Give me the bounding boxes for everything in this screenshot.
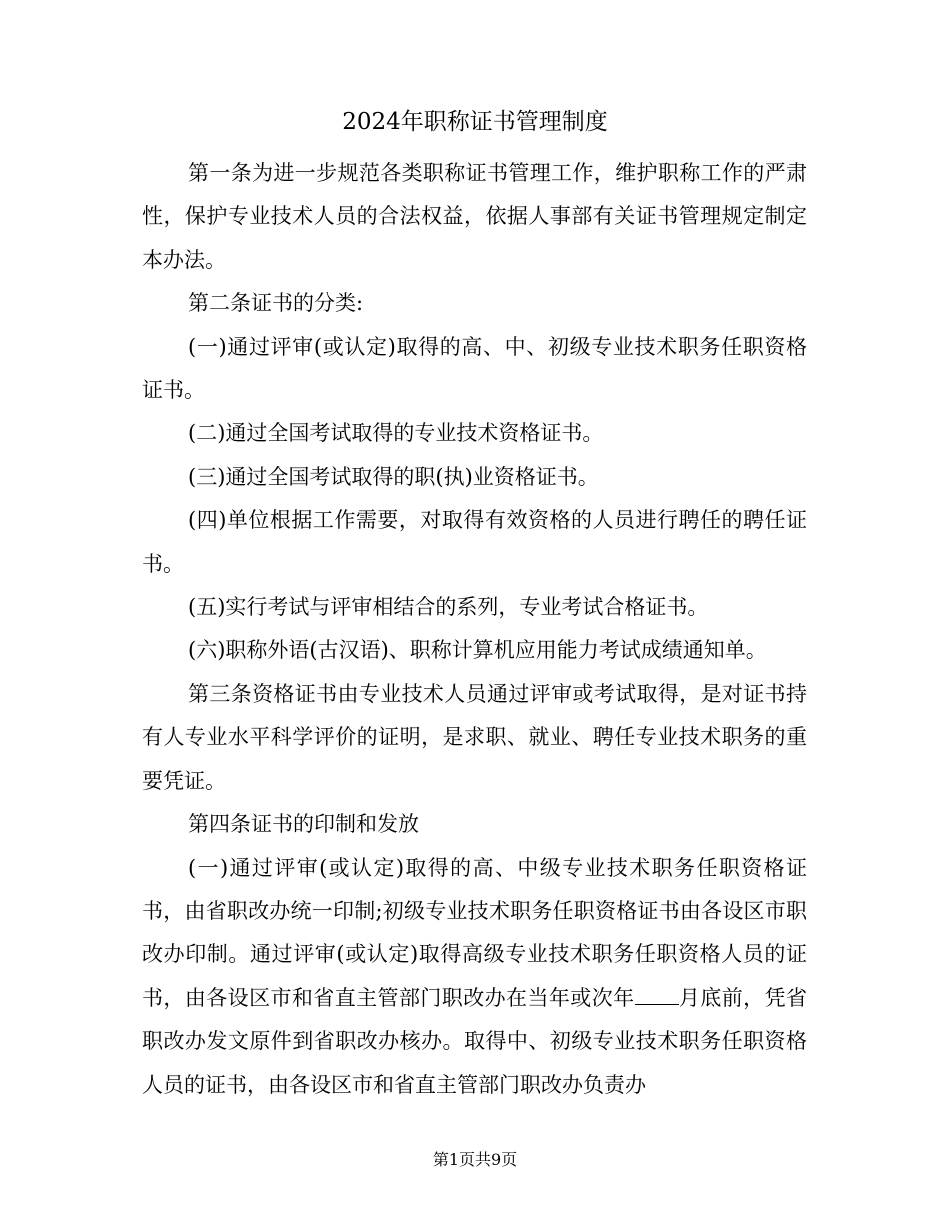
paragraph-article-2: 第二条证书的分类: — [188, 291, 364, 316]
document-body — [142, 152, 807, 1107]
paragraph-article-3: 第三条资格证书由专业技术人员通过评审或考试取得，是对证书持有人专业水平科学评价的证明，是求职、就业、聘任专业技术职务的重要凭证。 — [142, 681, 807, 793]
document-title: 2024年职称证书管理制度 — [342, 109, 608, 135]
paragraph-text-before-blank: (一)通过评审(或认定)取得的高、中级专业技术职务任职资格证书，由省职改办统一印制;初级专业技术职务任职资格证书由各设区市职改办印制。通过评审(或认定)取得高级专业技术职务任职资格人员的证书，由各设区市和省直主管部门职改办在当年或次年 — [142, 855, 807, 1010]
paragraph-item-2: (二)通过全国考试取得的专业技术资格证书。 — [188, 421, 604, 446]
paragraph-text-after-blank: 月底前，凭省职改办发文原件到省职改办核办。取得中、初级专业技术职务任职资格人员的证书，由各设区市和省直主管部门职改办负责办 — [142, 985, 807, 1097]
paragraph-article-1: 第一条为进一步规范各类职称证书管理工作，维护职称工作的严肃性，保护专业技术人员的合法权益，依据人事部有关证书管理规定制定本办法。 — [142, 161, 807, 272]
paragraph-item-3: (三)通过全国考试取得的职(执)业资格证书。 — [188, 464, 599, 489]
paragraph-item-6: (六)职称外语(古汉语)、职称计算机应用能力考试成绩通知单。 — [188, 638, 767, 663]
paragraph-article-4-item-1 — [142, 847, 807, 1107]
paragraph-article-4: 第四条证书的印制和发放 — [188, 812, 419, 837]
paragraph-item-1: (一)通过评审(或认定)取得的高、中、初级专业技术职务任职资格证书。 — [142, 334, 807, 403]
fill-in-blank — [635, 984, 679, 1005]
page-number-footer: 第1页共9页 — [432, 1150, 518, 1169]
paragraph-item-5: (五)实行考试与评审相结合的系列，专业考试合格证书。 — [188, 595, 709, 620]
paragraph-item-4: (四)单位根据工作需要，对取得有效资格的人员进行聘任的聘任证书。 — [142, 508, 807, 576]
